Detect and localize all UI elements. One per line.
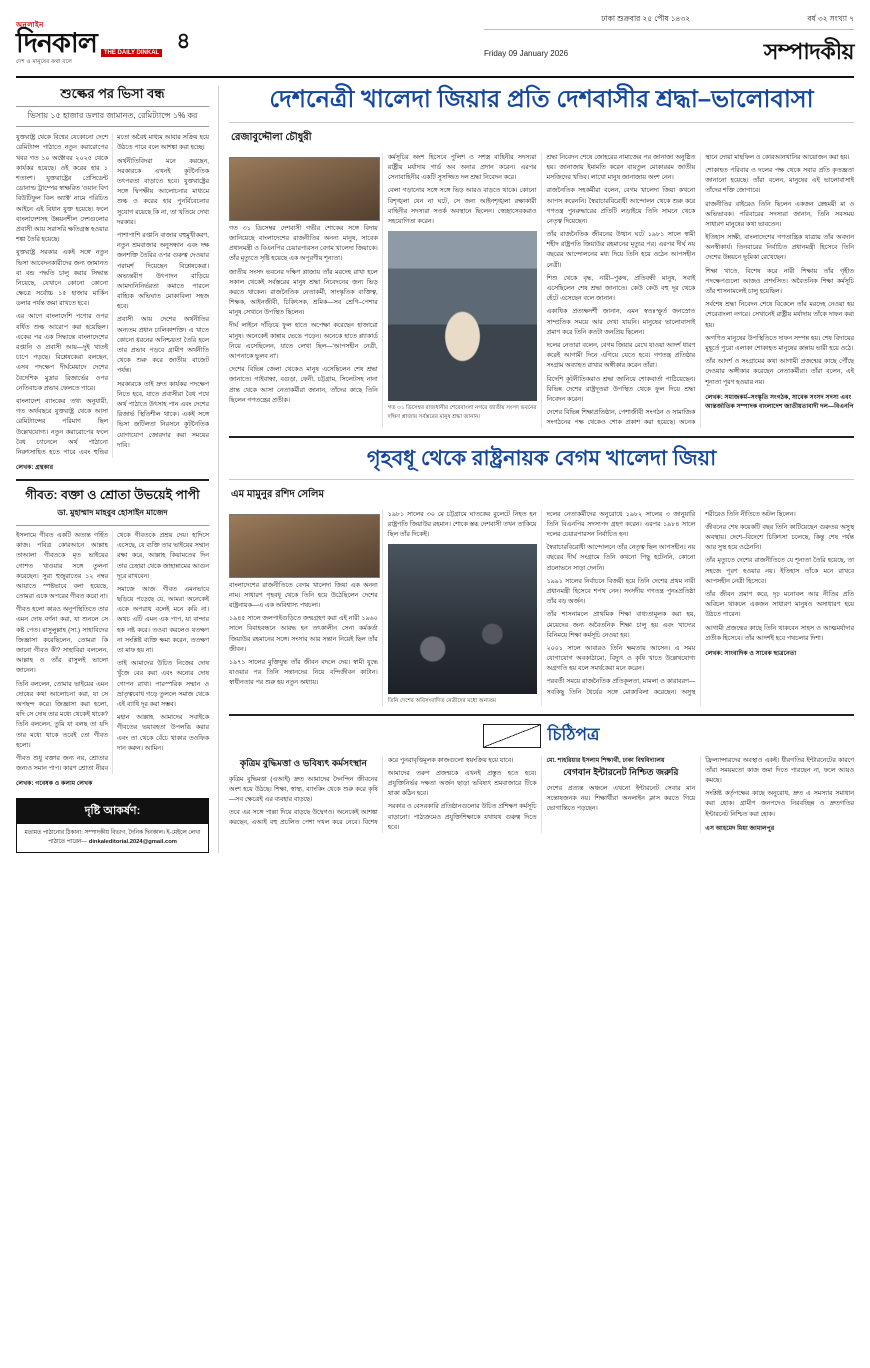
masthead-spacer (196, 14, 484, 72)
left-article-body (16, 133, 209, 458)
paragraph: শিক্ষা খাতে, বিশেষ করে নারী শিক্ষায় তাঁর গৃহীত পদক্ষেপগুলো আজও প্রশংসিত। অবৈতনিক শিক্ষা কর্মসূচি তাঁর শাসনামলেই চালু হয়েছিল। (705, 267, 854, 296)
divider (16, 479, 209, 481)
logo-online-label: অনলাইন (16, 22, 44, 30)
paragraph: রাজনৈতিক সহকর্মীরা বলেন, বেগম খালেদা জিয়া কখনো আপস করেননি। স্বৈরাচারবিরোধী আন্দোলন থেকে শুরু করে গণতন্ত্র পুনরুদ্ধারের প্রতিটি লড়াইয়ে তিনি সামনে থেকে নেতৃত্ব দিয়েছেন। (546, 187, 696, 225)
story2-portrait-photo (229, 514, 378, 578)
story2-body (229, 510, 854, 706)
paragraph: শ্রদ্ধা নিবেদন শেষে জোহরের নামাজের পর জানাজা অনুষ্ঠিত হয়। জানাজায় ইমামতি করেন বায়তুল মোকাররম জাতীয় মসজিদের খতিব। লাখো মানুষ জানাজায় অংশ নেন। (546, 153, 696, 182)
lead-main-photo (388, 231, 537, 421)
lead-article-body (229, 153, 854, 429)
hall-photo-image (388, 231, 537, 401)
letter-heading: কৃত্রিম বুদ্ধিমত্তা ও ভবিষ্যৎ কর্মসংস্থান (239, 757, 367, 768)
letters-body (229, 756, 854, 833)
paragraph: দীর্ঘ লাইনে দাঁড়িয়ে ফুল হাতে অপেক্ষা করেছেন হাজারো মানুষ। অনেকেই কান্নায় ভেঙে পড়েন। অনেকে হাতে প্ল্যাকার্ড নিয়ে এসেছিলেন, যাতে লেখা ছিল—'আপসহীন নেত্রী, আপনাকে ভুলব না'। (229, 322, 378, 361)
page-number: ৪ (176, 28, 191, 54)
paragraph: বাংলাদেশ ব্যাংকের তথ্য অনুযায়ী, গত অর্থবছরে যুক্তরাষ্ট্র থেকে আসা রেমিট্যান্সের পরিমাণ ছিল উল্লেখযোগ্য। নতুন করারোপের ফলে বৈধ চ্যানেলে অর্থ পাঠানো নিরুৎসাহিত হতে পারে এবং হুন্ডির মতো অবৈধ মাধ্যম আবার সক্রিয় হয়ে উঠতে পারে বলে আশঙ্কা করা হচ্ছে। (16, 134, 209, 456)
paragraph: তাঁর রাজনৈতিক জীবনের উত্থান ঘটে ১৯৮১ সালে স্বামী শহীদ রাষ্ট্রপতি জিয়াউর রহমানের মৃত্যুর পর। এরপর দীর্ঘ নয় বছরের আন্দোলনের মধ্য দিয়ে তিনি হয়ে ওঠেন আপসহীন নেত্রী। (546, 231, 696, 269)
paragraph: ১৯৮১ সালের ৩০ মে চট্টগ্রামে ঘাতকের বুলেটে নিহত হন রাষ্ট্রপতি জিয়াউর রহমান। শোকে স্তব্ধ দেশবাসী তখন তাকিয়ে ছিল তাঁর দিকেই। (387, 510, 537, 539)
paragraph: তিনি বললেন, তোমার ভাইয়ের এমন দোষের কথা আলোচনা করা, যা সে অপছন্দ করে। জিজ্ঞাসা করা হলো, যদি সে দোষ তার মধ্যে থেকেই থাকে? তিনি বললেন, তুমি যা বলছ তা যদি তার মধ্যে থাকে তবেই তো গীবত হলো। (16, 680, 108, 749)
main-column (229, 86, 854, 853)
paragraph: আমাদের তরুণ প্রজন্মকে এখনই প্রস্তুত হতে হবে। প্রযুক্তিনির্ভর দক্ষতা অর্জন ছাড়া ভবিষ্যৎ শ্রমবাজারে টিকে থাকা কঠিন হবে। (387, 769, 537, 798)
story2-main-photo (388, 544, 537, 705)
letter-heading: বেগবান ইন্টারনেট নিশ্চিত জরুরি (563, 766, 679, 777)
paragraph: তাই আমাদের উচিত নিজের দোষ খুঁজে বের করা এবং অন্যের দোষ গোপন রাখা। পারস্পরিক সম্মান ও ভ্রাতৃত্ববোধ গড়ে তুললে সমাজ থেকে এই ব্যাধি দূর করা সম্ভব। (117, 660, 209, 708)
dateline-row (484, 14, 854, 30)
crowd-photo-image (388, 544, 537, 694)
masthead-logo-area (16, 14, 196, 72)
paragraph: তাঁর মৃত্যুতে দেশের রাজনীতিতে যে শূন্যতা তৈরি হয়েছে, তা সহজে পূরণ হওয়ার নয়। ইতিহাস তাঁকে মনে রাখবে আপসহীন নেত্রী হিসেবে। (705, 557, 854, 585)
lead-author-note: লেখক: সমাজকর্ম–সংস্কৃতি সংগঠক, সাবেক সংসদ সদস্য এবং আন্তর্জাতিক সম্পাদক বাংলাদেশ জাতীয়তাবাদী দল—বিএনপি (705, 393, 854, 411)
story2-headline: গৃহবধূ থেকে রাষ্ট্রনায়ক বেগম খালেদা জিয়া (229, 436, 854, 479)
dateline-issue: বর্ষ ৩২ সংখ্যা ৭ (807, 14, 854, 23)
paragraph: এর আগে বাংলাদেশি পণ্যের ওপর বর্ধিত শুল্ক আরোপ করা হয়েছিল। একের পর এক সিদ্ধান্তে বাংলাদেশের রপ্তানি ও প্রবাসী আয়—দুই খাতই চাপে পড়ছে। বিশ্লেষকেরা বলছেন, এসব পদক্ষেপ দীর্ঘমেয়াদে দেশের বৈদেশিক মুদ্রার রিজার্ভের ওপর নেতিবাচক প্রভাব ফেলতে পারে। (16, 313, 108, 392)
paragraph: বেলা গড়ানোর সঙ্গে সঙ্গে ভিড় আরও বাড়তে থাকে। কোনো বিশৃঙ্খলা যেন না ঘটে, সে জন্য আইনশৃঙ্খলা রক্ষাকারী বাহিনীর সদস্যরা সতর্ক অবস্থানে ছিলেন। স্বেচ্ছাসেবকরাও সহযোগিতা করেন। (387, 187, 537, 225)
paragraph: বিদেশি কূটনীতিকরাও শ্রদ্ধা জানিয়ে শোকবার্তা পাঠিয়েছেন। বিভিন্ন দেশের রাষ্ট্রদূতরা উপস্থিত থেকে ফুল দিয়ে শ্রদ্ধা নিবেদন করেন। (546, 375, 696, 403)
paragraph: কর্মসূচির অংশ হিসেবে পুলিশ ও সশস্ত্র বাহিনীর সদস্যরা রাষ্ট্রীয় মর্যাদায় গার্ড অব অনার প্রদান করেন। এরপর সেনাবাহিনীর একটি সুসজ্জিত দল শ্রদ্ধা নিবেদন করে। (387, 153, 537, 182)
paragraph: দেশের বিভিন্ন শিক্ষাপ্রতিষ্ঠান, পেশাজীবী সংগঠন ও সামাজিক সংগঠনের পক্ষ থেকেও শোক প্রকাশ করা হয়েছে। অনেক স্থানে দোয়া মাহফিল ও কোরআনখানির আয়োজন করা হয়। (546, 153, 850, 427)
letter-signature: মো. শাহরিয়ার ইসলাম শিক্ষার্থী, ঢাকা বিশ্ববিদ্যালয় (546, 756, 665, 764)
logo-english-label: THE DAILY DINKAL (101, 49, 162, 57)
paragraph: অগণিত মানুষের উপস্থিতিতে দাফন সম্পন্ন হয়। শেষ বিদায়ের মুহূর্তে পুরো এলাকা শোকাহত মানুষের কান্নায় ভারী হয়ে ওঠে। (705, 334, 854, 352)
left-author-note: লেখক: গ্রন্থকার (16, 464, 54, 472)
attention-box (16, 798, 209, 854)
paragraph: অর্থনীতিবিদরা মনে করছেন, সরকারকে এখনই কূটনৈতিক তৎপরতা বাড়াতে হবে। যুক্তরাষ্ট্রের সঙ্গে দ্বিপক্ষীয় আলোচনার মাধ্যমে শুল্ক ও করের হার পুনর্বিবেচনার সুযোগ রয়েছে কি না, তা খতিয়ে দেখা দরকার। (117, 157, 209, 226)
letter-signature: এস আহমেদ মিয়া জামালপুর (705, 824, 775, 832)
paragraph: শোকাহত পরিবার ও দলের পক্ষ থেকে সবার প্রতি কৃতজ্ঞতা জানানো হয়েছে। তাঁরা বলেন, মানুষের এই ভালোবাসাই তাঁদের শক্তি জোগাবে। (705, 166, 854, 195)
paragraph: কৃত্রিম বুদ্ধিমত্তা (এআই) দ্রুত আমাদের দৈনন্দিন জীবনের অংশ হয়ে উঠছে। শিক্ষা, স্বাস্থ্য, ব্যাংকিং থেকে শুরু করে কৃষি—সব ক্ষেত্রেই এর ব্যবহার বাড়ছে। (229, 775, 378, 803)
paragraph: গত ৩১ ডিসেম্বর দেশবাসী গভীর শোকের সঙ্গে বিদায় জানিয়েছে বাংলাদেশের রাজনীতির অনন্য মানুষ, সাবেক প্রধানমন্ত্রী ও বিএনপির চেয়ারপারসন বেগম খালেদা জিয়াকে। তাঁর মৃত্যুতে সৃষ্টি হয়েছে এক অপূরণীয় শূন্যতা। (229, 224, 378, 263)
opinion-body (16, 531, 209, 774)
attention-text (17, 824, 208, 853)
paragraph: তবে এর সঙ্গে পাল্লা দিয়ে বাড়ছে উদ্বেগও। অনেকেই আশঙ্কা করছেন, এআই বহু প্রচলিত পেশা দখল করে নেবে। বিশেষ করে পুনরাবৃত্তিমূলক কাজগুলো স্বয়ংক্রিয় হয়ে যাবে। (229, 756, 514, 827)
lead-byline: রেজাবুদ্দৌলা চৌধুরী (231, 131, 312, 143)
paragraph: দেশের বিভিন্ন জেলা থেকেও মানুষ এসেছিলেন শেষ শ্রদ্ধা জানাতে। গাইবান্ধা, বগুড়া, ফেনী, চট্টগ্রাম, সিলেটসহ নানা প্রান্ত থেকে আসা নেতাকর্মীরা জানান, তাঁদের কাছে তিনি ছিলেন গণতন্ত্রের প্রতীক। (229, 366, 378, 404)
paragraph: ইসলামে গীবত একটি অত্যন্ত গর্হিত কাজ। পবিত্র কোরআনে আল্লাহ তাআলা গীবতকে মৃত ভাইয়ের গোশত খাওয়ার সঙ্গে তুলনা করেছেন। সুরা হুজুরাতের ১২ নম্বর আয়াতে স্পষ্টভাবে বলা হয়েছে, তোমরা একে অপরের গীবত করো না। (16, 531, 108, 601)
paragraph: আগামী প্রজন্মের কাছে তিনি থাকবেন সাহস ও আত্মমর্যাদার প্রতীক হিসেবে। তাঁর আদর্শই হবে পথচলার দিশা। (705, 624, 854, 642)
paragraph: দলের নেতাকর্মীদের অনুরোধে ১৯৮২ সালের ৩ জানুয়ারি তিনি বিএনপির সদস্যপদ গ্রহণ করেন। এরপর ১৯৮৪ সালে দলের চেয়ারপারসন নির্বাচিত হন। (546, 510, 696, 539)
photo-caption: তিনি দেশের অবিসংবাদিত নেত্রীদের মধ্যে অন্যতম (387, 698, 497, 705)
logo-tagline: দেশ ও মানুষের কথা বলে (16, 58, 73, 65)
masthead-right (484, 14, 854, 72)
paragraph: দেশের প্রত্যন্ত অঞ্চলে এখনো ইন্টারনেট সেবার মান সন্তোষজনক নয়। শিক্ষার্থীরা অনলাইন ক্লাস করতে গিয়ে ভোগান্তিতে পড়ছেন। (546, 784, 696, 813)
paragraph: তাঁর শাসনামলে প্রাথমিক শিক্ষা বাধ্যতামূলক করা হয়, মেয়েদের জন্য অবৈতনিক শিক্ষা চালু হয় এবং খাদ্যের বিনিময়ে শিক্ষা কর্মসূচি নেওয়া হয়। (546, 611, 696, 639)
logo-title: দিনকাল (16, 28, 97, 59)
opinion-headline: গীবত: বক্তা ও শ্রোতা উভয়েই পাপী (25, 488, 200, 503)
portrait-image (229, 514, 380, 578)
paragraph: সরকারকে তাই দ্রুত কার্যকর পদক্ষেপ নিতে হবে, যাতে প্রবাসীরা বৈধ পথে অর্থ পাঠাতে উৎসাহ পান এবং দেশের রিজার্ভ স্থিতিশীল থাকে। একই সঙ্গে ভিসা জটিলতা নিরসনে কূটনৈতিক যোগাযোগ জোরদার করা সময়ের দাবি। (117, 380, 209, 449)
envelope-icon (483, 724, 541, 748)
dateline-english: Friday 09 January 2026 (484, 49, 569, 58)
story2-byline: এম মামুনুর রশিদ সেলিম (231, 488, 325, 500)
paragraph: স্বৈরাচারবিরোধী আন্দোলনে তাঁর নেতৃত্ব ছিল আপসহীন। নয় বছরের দীর্ঘ সংগ্রামে তিনি কখনো পিছু হটেননি, কোনো প্রলোভনে সাড়া দেননি। (546, 544, 696, 572)
attention-title: দৃষ্টি আকর্ষণ: (17, 799, 208, 824)
lead-portrait-photo (229, 157, 378, 221)
letters-title: চিঠিপত্র (547, 724, 600, 744)
paragraph: সরকার ও বেসরকারি প্রতিষ্ঠানগুলোর উচিত প্রশিক্ষণ কর্মসূচি বাড়ানো। পাঠ্যক্রমেও প্রযুক্তিশিক্ষাকে যথাযথ গুরুত্ব দিতে হবে। (387, 803, 537, 831)
paragraph: জাতীয় সংসদ ভবনের দক্ষিণ প্লাজায় তাঁর মরদেহ রাখা হলে সকাল থেকেই সর্বস্তরের মানুষ শ্রদ্ধা নিবেদনের জন্য ভিড় করতে থাকেন। রাজনৈতিক নেতাকর্মী, সাংস্কৃতিক ব্যক্তিত্ব, শিক্ষক, আইনজীবী, চিকিৎসক, শ্রমিক—সব শ্রেণি–পেশার মানুষ সেখানে উপস্থিত ছিলেন। (229, 268, 378, 317)
paragraph: মহান আল্লাহ আমাদের সবাইকে গীবতের ভয়াবহতা উপলব্ধি করার এবং তা থেকে বেঁচে থাকার তওফিক দান করুন। আমিন। (117, 714, 209, 752)
paragraph: সমাজে আজ গীবত এমনভাবে ছড়িয়ে পড়েছে যে, আমরা অনেকেই একে অপরাধ বলেই মনে করি না। অথচ এটি এমন এক পাপ, যা বান্দার হক নষ্ট করে। তওবা করলেও যতক্ষণ না সংশ্লিষ্ট ব্যক্তি ক্ষমা করেন, ততক্ষণ তা মাফ হয় না। (117, 585, 209, 655)
paragraph: গীবত শুধু বক্তার জন্য নয়, শ্রোতার জন্যও সমান পাপ। কারণ শ্রোতা নীরব থেকে গীবতকে প্রশ্রয় দেয়। হাদিসে এসেছে, যে ব্যক্তি তার ভাইয়ের সম্মান রক্ষা করে, আল্লাহ কিয়ামতের দিন তার চেহারা থেকে জাহান্নামের আগুন দূরে রাখবেন। (16, 531, 209, 773)
paragraph: ১৯৪৫ সালে জলপাইগুড়িতে জন্মগ্রহণ করা এই নারী ১৯৬০ সালে বিবাহবন্ধনে আবদ্ধ হন তৎকালীন সেনা কর্মকর্তা জিয়াউর রহমানের সঙ্গে। সংসার আর সন্তান নিয়েই ছিল তাঁর জীবন। (229, 615, 378, 653)
paragraph: প্রবাসী আয় দেশের অর্থনীতির অন্যতম প্রধান চালিকাশক্তি। এ খাতে কোনো ধরনের অনিশ্চয়তা তৈরি হলে তার প্রভাব পড়বে গ্রামীণ অর্থনীতি থেকে শুরু করে জাতীয় বাজেট পর্যন্ত। (117, 316, 209, 375)
lead-headline: দেশনেত্রী খালেদা জিয়ার প্রতি দেশবাসীর শ্রদ্ধা–ভালোবাসা (229, 86, 854, 123)
dateline-bengali: ঢাকা শুক্রবার ২৫ পৌষ ১৪৩২ (601, 14, 691, 23)
left-headline: শুল্কের পর ভিসা বন্ধ (60, 86, 165, 101)
paragraph: একাধিক প্রত্যক্ষদর্শী জানান, এমন স্বতঃস্ফূর্ত জনস্রোত সাম্প্রতিক সময়ে আর দেখা যায়নি। মানুষের ভালোবাসাই প্রমাণ করে তিনি কতটা জনপ্রিয় ছিলেন। (546, 308, 696, 336)
paragraph: পাশাপাশি রপ্তানি বাজার বহুমুখীকরণ, নতুন শ্রমবাজার অনুসন্ধান এবং দক্ষ জনশক্তি তৈরির ওপর গুরুত্ব দেওয়ার পরামর্শ দিয়েছেন বিশ্লেষকেরা। অভ্যন্তরীণ উৎপাদন বাড়িয়ে আমদানিনির্ভরতা কমাতে পারলে বাহ্যিক অভিঘাত মোকাবিলা সহজ হবে। (117, 231, 209, 311)
paragraph: ইতিহাস সাক্ষী, বাংলাদেশের গণতান্ত্রিক যাত্রায় তাঁর অবদান অনস্বীকার্য। তিনবারের নির্বাচিত প্রধানমন্ত্রী হিসেবে তিনি দেশের উন্নয়নে ভূমিকা রেখেছেন। (705, 234, 854, 262)
paragraph: শিশু থেকে বৃদ্ধ, নারী–পুরুষ, প্রতিবন্ধী মানুষ, সবাই এসেছিলেন শেষ শ্রদ্ধা জানাতে। কেউ কেউ বহু দূর থেকে হেঁটে এসেছেন বলে জানান। (546, 274, 696, 303)
paragraph: পরবর্তী সময়ে রাজনৈতিক প্রতিকূলতা, মামলা ও কারাবরণ—সবকিছু তিনি ধৈর্যের সঙ্গে মোকাবিলা করেছেন। অসুস্থ শরীরেও তিনি নীতিতে অটল ছিলেন। (546, 510, 796, 696)
portrait-image (229, 157, 380, 221)
paragraph: দলের নেতারা বলেন, বেগম জিয়ার রেখে যাওয়া আদর্শ ধারণ করেই আগামী দিনে এগিয়ে যেতে হবে। গণতন্ত্র প্রতিষ্ঠার সংগ্রাম অব্যাহত রাখার অঙ্গীকার করেন তাঁরা। (546, 341, 696, 370)
section-title: সম্পাদকীয় (763, 39, 854, 64)
letters-section (229, 714, 854, 833)
opinion-author: ডা. মুহাম্মাদ মাহবুব হোসাইন মাজেদ (57, 507, 168, 517)
masthead (16, 14, 854, 78)
photo-caption: গত ৩১ ডিসেম্বর রাজধানীর শেরেবাংলা নগরে জাতীয় সংসদ ভবনের দক্ষিণ প্লাজায় সর্বস্তরের মানুষ শ্রদ্ধা জানান। (387, 405, 537, 420)
paragraph: ১৯৭১ সালের মুক্তিযুদ্ধ তাঁর জীবন বদলে দেয়। স্বামী যুদ্ধে যাওয়ার পর তিনি সন্তানদের নিয়ে বন্দিজীবন কাটান। স্বাধীনতার পর শুরু হয় নতুন অধ্যায়। (229, 658, 378, 687)
attention-email[interactable]: dinkaleditorial.2024@gmail.com (88, 838, 177, 845)
left-subhead: ভিসায় ১৫ হাজার ডলার জামানত, রেমিট্যান্সে ১% কর (16, 106, 209, 127)
paragraph: ১৯৯১ সালের নির্বাচনে বিজয়ী হয়ে তিনি দেশের প্রথম নারী প্রধানমন্ত্রী হিসেবে শপথ নেন। সংসদীয় গণতন্ত্র পুনঃপ্রতিষ্ঠা তাঁর বড় অর্জন। (546, 577, 696, 606)
paragraph: যুক্তরাষ্ট্র থেকে বিশ্বের যেকোনো দেশে রেমিট্যান্স পাঠাতে নতুন করারোপের খবর গত ১০ অক্টোবর ২০২৫ থেকে কার্যকর হয়েছে। ওই করের হার ১ শতাংশ। যুক্তরাষ্ট্রের প্রেসিডেন্ট ডোনাল্ড ট্রাম্পের স্বাক্ষরিত 'ওয়ান বিগ বিউটিফুল বিল অ্যাক্ট' নামে পরিচিত আইনে এই বিধান যুক্ত হয়েছে। ফলে বাংলাদেশসহ উন্নয়নশীল দেশগুলোর প্রবাসী আয় সরাসরি ক্ষতিগ্রস্ত হওয়ার শঙ্কা তৈরি হয়েছে। (16, 134, 108, 244)
paragraph: সংশ্লিষ্ট কর্তৃপক্ষের কাছে অনুরোধ, দ্রুত এ সমস্যার সমাধান করা হোক। গ্রামীণ জনপদেও নিরবচ্ছিন্ন ও দ্রুতগতির ইন্টারনেট নিশ্চিত করা হোক। (705, 790, 854, 818)
paragraph: তাঁর জীবন প্রমাণ করে, দৃঢ় মনোবল আর নীতির প্রতি অবিচল থাকলে একজন সাধারণ মানুষও অসাধারণ হয়ে উঠতে পারেন। (705, 590, 854, 619)
left-column (16, 86, 219, 853)
paragraph: তাঁর আদর্শ ও সংগ্রামের কথা আগামী প্রজন্মের কাছে পৌঁছে দেওয়ার অঙ্গীকার করেছেন নেতাকর্মীরা। তাঁরা বলেন, এই শূন্যতা পূরণ হওয়ার নয়। (705, 358, 854, 386)
paragraph: ২০০১ সালে আবারও তিনি ক্ষমতায় আসেন। এ সময় যোগাযোগ অবকাঠামো, বিদ্যুৎ ও কৃষি খাতে উল্লেখযোগ্য অগ্রগতি হয় বলে সমর্থকেরা মনে করেন। (546, 644, 696, 673)
paragraph: যুক্তরাষ্ট্র সরকার একই সঙ্গে নতুন ভিসা আবেদনকারীদের জন্য জামানত বা বন্ড পদ্ধতি চালু করার সিদ্ধান্ত নিয়েছে, যেখানে কোনো কোনো ক্ষেত্রে সর্বোচ্চ ১৫ হাজার মার্কিন ডলার পর্যন্ত জমা রাখতে হবে। (16, 249, 108, 308)
paragraph: বাংলাদেশের রাজনীতিতে বেগম খালেদা জিয়া এক অনন্য নাম। সাধারণ গৃহবধূ থেকে তিনি হয়ে উঠেছিলেন দেশের রাষ্ট্রনায়ক—এ এক অবিশ্বাস্য পথচলা। (229, 581, 378, 610)
paragraph: ফ্রিল্যান্সারদের অবস্থাও একই। ধীরগতির ইন্টারনেটের কারণে তাঁরা সময়মতো কাজ জমা দিতে পারছেন না, ফলে আয়ও কমছে। (705, 756, 854, 784)
paragraph: রাজনীতির বাইরেও তিনি ছিলেন একজন স্নেহময়ী মা ও অভিভাবক। পরিবারের সদস্যরা জানান, তিনি সবসময় সাধারণ মানুষের কথা ভাবতেন। (705, 200, 854, 228)
page-body (16, 86, 854, 853)
divider (16, 525, 209, 526)
paragraph: জীবনের শেষ কয়েকটি বছর তিনি কাটিয়েছেন গুরুতর অসুস্থ অবস্থায়। দেশে–বিদেশে চিকিৎসা চলেছে, কিন্তু শেষ পর্যন্ত আর সুস্থ হয়ে ওঠেননি। (705, 523, 854, 552)
paragraph: সর্বশেষ শ্রদ্ধা নিবেদন শেষে বিকেলে তাঁর মরদেহ নেওয়া হয় শেরেবাংলা নগরে। সেখানেই রাষ্ট্রীয় মর্যাদায় তাঁকে দাফন করা হয়। (705, 301, 854, 329)
opinion-author-note: লেখক: গবেষক ও কলাম লেখক (16, 780, 93, 788)
attention-body-text: মতামত পাঠানোর ঠিকানা: সম্পাদকীয় বিভাগ, দৈনিক দিনকাল। ই-মেইলে লেখা পাঠাতে পারেন— (24, 829, 201, 845)
letters-title-row (229, 722, 854, 750)
paragraph: গীবত হলো কারও অনুপস্থিতিতে তার এমন দোষ বর্ণনা করা, যা শুনলে সে কষ্ট পেত। রাসুলুল্লাহ (সা.) সাহাবিদের জিজ্ঞাসা করেছিলেন, তোমরা কি জানো গীবত কী? সাহাবিরা বললেন, আল্লাহ ও তাঁর রাসুলই ভালো জানেন। (16, 606, 108, 675)
story2-author-note: লেখক: সাংবাদিক ও সাবেক ছাত্রনেতা (705, 649, 797, 657)
